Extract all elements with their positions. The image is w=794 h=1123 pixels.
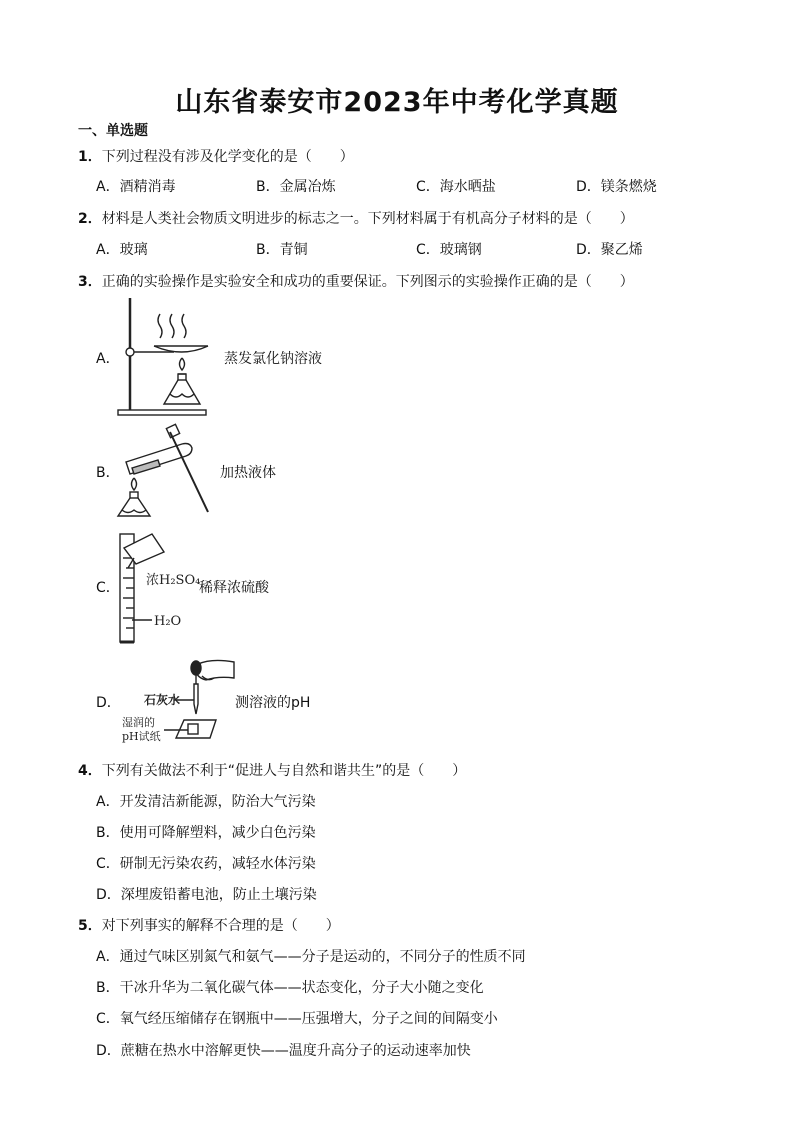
option-c: C．: [96, 580, 120, 596]
water-label: H₂O: [154, 614, 182, 629]
question-stem: 正确的实验操作是实验安全和成功的重要保证。下列图示的实验操作正确的是（ ）: [101, 274, 634, 290]
option-a: A．开发清洁新能源，防治大气污染: [96, 794, 316, 810]
question-stem: 材料是人类社会物质文明进步的标志之一。下列材料属于有机高分子材料的是（ ）: [101, 211, 634, 227]
option-d-caption: 测溶液的pH: [235, 695, 311, 711]
acid-label: 浓H₂SO₄: [146, 573, 201, 588]
option-d: D．聚乙烯: [576, 242, 643, 258]
option-c: C．玻璃钢: [416, 242, 482, 258]
question-3: [78, 271, 634, 291]
option-d: D．蔗糖在热水中溶解更快——温度升高分子的运动速率加快: [96, 1043, 471, 1059]
option-c: C．研制无污染农药，减轻水体污染: [96, 856, 316, 872]
option-b: B．: [96, 465, 120, 481]
option-b: B．青铜: [256, 242, 308, 258]
ph-test-figure: [118, 654, 240, 746]
option-a: A．玻璃: [96, 242, 148, 258]
limewater-label: 石灰水: [144, 693, 181, 707]
question-1: [78, 146, 354, 166]
ph-paper-label-line1: 湿润的: [122, 716, 155, 729]
question-stem: 下列有关做法不利于“促进人与自然和谐共生”的是（ ）: [101, 763, 467, 779]
question-4: [78, 760, 466, 780]
option-a-caption: 蒸发氯化钠溶液: [224, 351, 322, 367]
option-b: B．干冰升华为二氧化碳气体——状态变化，分子大小随之变化: [96, 980, 484, 996]
evaporation-apparatus-figure: [112, 294, 212, 418]
question-number: 4．: [78, 763, 102, 779]
option-d: D．: [96, 695, 121, 711]
section-heading: 一、单选题: [78, 123, 148, 139]
question-number: 2．: [78, 211, 102, 227]
option-a: A．通过气味区别氮气和氨气——分子是运动的，不同分子的性质不同: [96, 949, 526, 965]
question-2: [78, 208, 634, 228]
page-title: 山东省泰安市2023年中考化学真题: [175, 87, 619, 118]
option-a: A．: [96, 351, 120, 367]
option-b: B．使用可降解塑料，减少白色污染: [96, 825, 316, 841]
question-number: 1．: [78, 149, 102, 165]
option-c: C．海水晒盐: [416, 179, 496, 195]
ph-paper-label-line2: pH试纸: [122, 730, 161, 743]
option-b-caption: 加热液体: [220, 465, 276, 481]
question-number: 3．: [78, 274, 102, 290]
question-number: 5．: [78, 918, 102, 934]
option-b: B．金属冶炼: [256, 179, 336, 195]
option-c: C．氧气经压缩储存在钢瓶中——压强增大，分子之间的间隔变小: [96, 1011, 498, 1027]
option-d: D．深埋废铅蓄电池，防止土壤污染: [96, 887, 317, 903]
question-stem: 下列过程没有涉及化学变化的是（ ）: [101, 149, 354, 165]
question-2-options: [96, 239, 736, 259]
question-5: [78, 915, 340, 935]
option-d: D．镁条燃烧: [576, 179, 657, 195]
question-stem: 对下列事实的解释不合理的是（ ）: [101, 918, 340, 934]
option-c-caption: 稀释浓硫酸: [199, 580, 269, 596]
option-a: A．酒精消毒: [96, 179, 176, 195]
question-1-options: [96, 176, 736, 196]
test-tube-heating-figure: [112, 418, 222, 522]
